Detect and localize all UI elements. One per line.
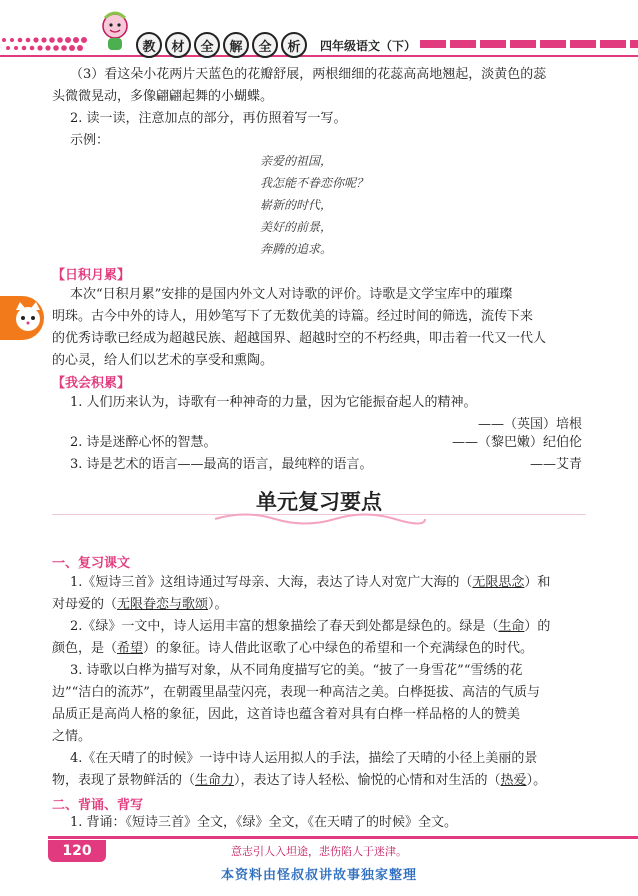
title-char: 全 <box>252 32 278 58</box>
review-p4-line2: 物，表现了景物鲜活的（生命力），表达了诗人轻松、愉悦的心情和对生活的（热爱）。 <box>52 773 547 788</box>
quote-text: 2. 诗是迷醉心怀的智慧。 <box>70 435 217 450</box>
heading-recite: 二、背诵、背写 <box>52 798 144 813</box>
quote-text: 3. 诗是艺术的语言——最高的语言，最纯粹的语言。 <box>70 457 373 472</box>
review-p2-line2: 颜色，是（希望）的象征。诗人借此讴歌了心中绿色的希望和一个充满绿色的时代。 <box>52 641 534 656</box>
footer-source: 本资料由怪叔叔讲故事独家整理 <box>220 868 417 883</box>
unit-title-decoration <box>205 512 435 526</box>
exercise-2: 2. 读一读，注意加点的部分，再仿照着写一写。 <box>70 111 347 126</box>
title-char: 析 <box>281 32 307 58</box>
review-p4-line1: 4.《在天晴了的时候》一诗中诗人运用拟人的手法，描绘了天晴的小径上美丽的景 <box>70 751 538 766</box>
poem-line: 崭新的时代， <box>260 198 333 212</box>
item3-line2: 头微微晃动，多像翩翩起舞的小蝴蝶。 <box>52 89 274 104</box>
quote-source: ——（黎巴嫩）纪伯伦 <box>451 435 582 450</box>
review-p3-line: 3. 诗歌以白桦为描写对象，从不同角度描写它的美。“披了一身雪花”“雪绣的花 <box>70 663 523 678</box>
section-title-riji: 【日积月累】 <box>52 268 131 283</box>
answer: 生命力 <box>195 773 235 788</box>
riji-line: 明珠。古今中外的诗人，用妙笔写下了无数优美的诗篇。经过时间的筛选，流传下来 <box>52 309 534 324</box>
poem-line: 我怎能不眷恋你呢？ <box>260 176 369 190</box>
section-title-wohui: 【我会积累】 <box>52 376 131 391</box>
answer: 无限思念 <box>472 575 525 590</box>
header-book-title <box>136 32 307 58</box>
answer: 希望 <box>117 641 144 656</box>
title-char: 全 <box>194 32 220 58</box>
page-number: 120 <box>62 843 92 859</box>
grade-label: 四年级语文（下） <box>320 39 417 53</box>
answer: 无限眷恋与歌颂 <box>117 597 209 612</box>
review-p3-line: 品质正是高尚人格的象征，因此，这首诗也蕴含着对具有白桦一样品格的人的赞美 <box>52 707 521 722</box>
title-char: 材 <box>165 32 191 58</box>
header-bar-decoration <box>420 40 638 48</box>
poem-line: 美好的前景， <box>260 220 333 234</box>
quote-text: 1. 人们历来认为，诗歌有一种神奇的力量，因为它能振奋起人的精神。 <box>70 395 477 410</box>
review-p3-line: 边”“洁白的流苏”，在朝霞里晶莹闪亮，表现一种高洁之美。白桦挺拔、高洁的气质与 <box>52 685 540 700</box>
answer: 热爱 <box>500 773 527 788</box>
quote-source: ——（英国）培根 <box>477 417 582 432</box>
footer-motto: 意志引人入坦途，悲伤陷人于迷津。 <box>231 845 407 858</box>
riji-line: 本次“日积月累”安排的是国内外文人对诗歌的评价。诗歌是文学宝库中的璀璨 <box>70 287 513 302</box>
quote-source: ——艾青 <box>529 457 582 472</box>
mascot-icon <box>96 10 134 54</box>
header-rule <box>0 55 638 57</box>
footer-rule <box>48 836 638 839</box>
riji-line: 的心灵，给人们以艺术的享受和熏陶。 <box>52 353 274 368</box>
unit-review-title: 单元复习要点 <box>256 490 382 514</box>
title-char: 解 <box>223 32 249 58</box>
review-p1-line2: 对母爱的（无限眷恋与歌颂）。 <box>52 597 228 612</box>
answer: 生命 <box>498 619 525 634</box>
poem-line: 奔腾的追求。 <box>260 242 333 256</box>
review-p1-line1: 1.《短诗三首》这组诗通过写母亲、大海，表达了诗人对宽广大海的（无限思念）和 <box>70 575 551 590</box>
item3-line1: （3）看这朵小花两片天蓝色的花瓣舒展，两根细细的花蕊高高地翘起，淡黄色的蕊 <box>70 67 547 82</box>
title-char: 教 <box>136 32 162 58</box>
recite-p1: 1. 背诵：《短诗三首》全文，《绿》全文，《在天晴了的时候》全文。 <box>70 815 458 830</box>
cat-face-icon <box>12 300 44 334</box>
riji-line: 的优秀诗歌已经成为超越民族、超越国界、超越时空的不朽经典，叩击着一代又一代人 <box>52 331 547 346</box>
heading-review-texts: 一、复习课文 <box>52 556 131 571</box>
poem-line: 亲爱的祖国， <box>260 154 333 168</box>
example-label: 示例： <box>70 133 110 148</box>
review-p3-line: 之情。 <box>52 729 92 744</box>
review-p2-line1: 2.《绿》一文中，诗人运用丰富的想象描绘了春天到处都是绿色的。绿是（生命）的 <box>70 619 551 634</box>
